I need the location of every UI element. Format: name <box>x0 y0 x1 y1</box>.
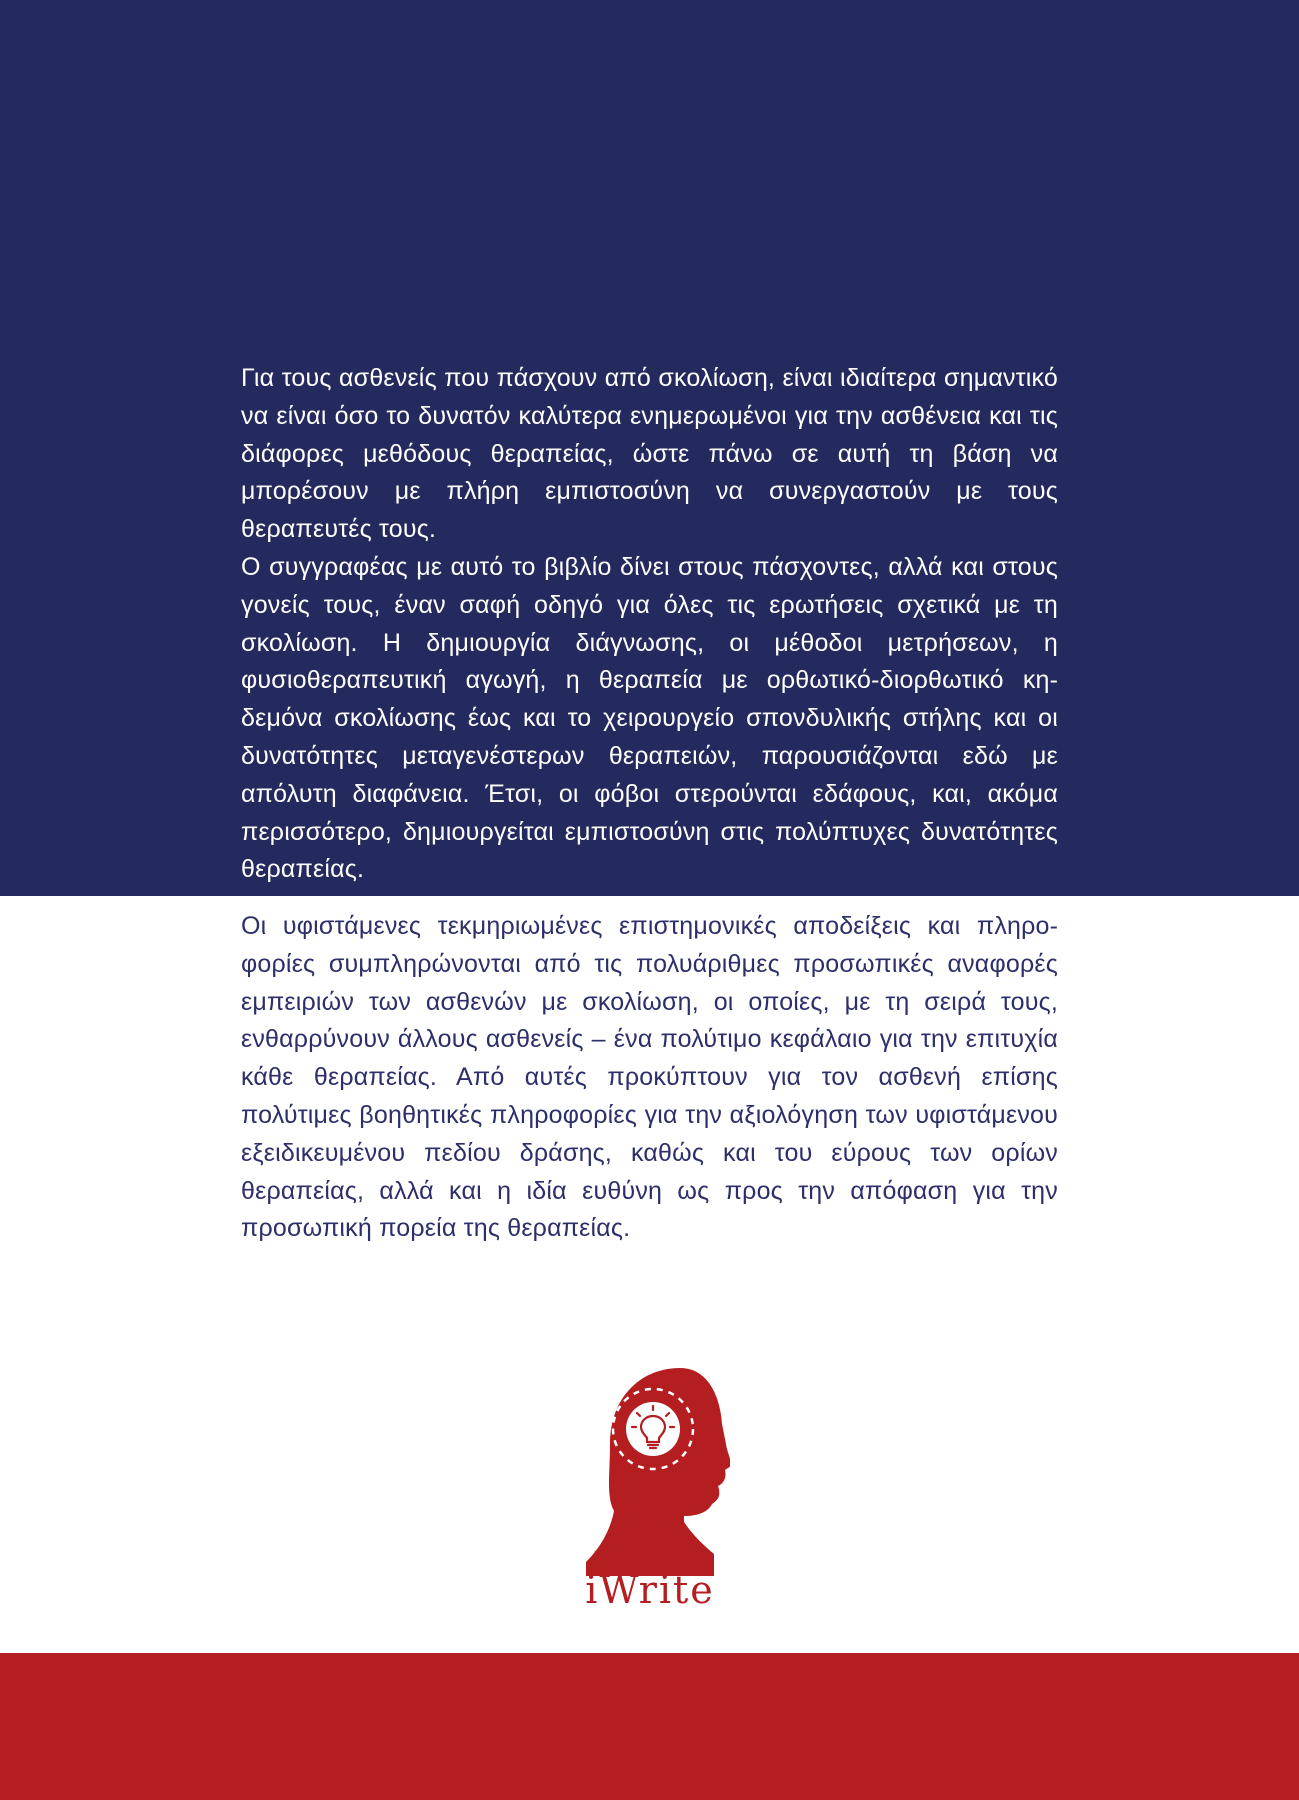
blurb-paragraph-1: Για τους ασθενείς που πάσχουν από σκολίωση, είναι ιδιαίτερα σημαντικό να είναι όσο το δυνατόν καλύτερα ενημερωμένοι για την ασθένεια και τις διάφορες μεθόδους θεραπείας, ώστε πάνω σε αυτή τη βάση να μπορέσουν με πλήρη εμπιστοσύνη να συνεργαστούν με τους θεραπευτές τους. <box>241 364 1058 544</box>
publisher-name: iWrite <box>585 1568 715 1612</box>
bottom-red-band <box>0 1653 1299 1800</box>
blurb-paragraph-3: Οι υφιστάμενες τεκμηριωμένες επιστημονικές αποδείξεις και πληροφορίες συμπληρώνονται από τις πολυάριθμες προσωπικές αναφορές εμπειριών των ασθενών με σκολίωση, οι οποίες, με τη σειρά τους, ενθαρρύνουν άλλους ασθενείς – ένα πολύτιμο κεφάλαιο για την επιτυχία κάθε θεραπείας. Από αυτές προκύπτουν για τον ασθενή επίσης πολύτιμες βοηθητικές πληροφορίες για την αξιολόγηση των υφιστάμενου εξειδικευμένου πεδίου δράσης, καθώς και του εύρους των ορίων θεραπείας, αλλά και η ιδία ευθύνη ως προς την απόφαση για την προσωπική πορεία της θεραπείας. <box>241 912 1058 1243</box>
publisher-label: εκδόσεις <box>593 1541 707 1565</box>
blurb-paragraph-2: Ο συγγραφέας με αυτό το βιβλίο δίνει στους πάσχοντες, αλλά και στους γονείς τους, έναν σαφή οδηγό για όλες τις ερωτήσεις σχετικά με τη σκολίωση. Η δημιουργία διάγνωσης, οι μέθοδοι μετρήσεων, η φυσιοθεραπευτική αγωγή, η θεραπεία με ορθωτικό-διορθωτικό κηδεμόνα σκολίωσης έως και το χειρουργείο σπονδυλικής στήλης και οι δυνατότητες μεταγενέστερων θεραπειών, παρουσιάζονται εδώ με απόλυτη διαφάνεια. Έτσι, οι φόβοι στερούνται εδάφους, και, ακόμα περισσότερο, δημιουργείται εμπιστοσύνη στις πολύπτυχες δυνατότητες θεραπείας. <box>241 553 1058 884</box>
